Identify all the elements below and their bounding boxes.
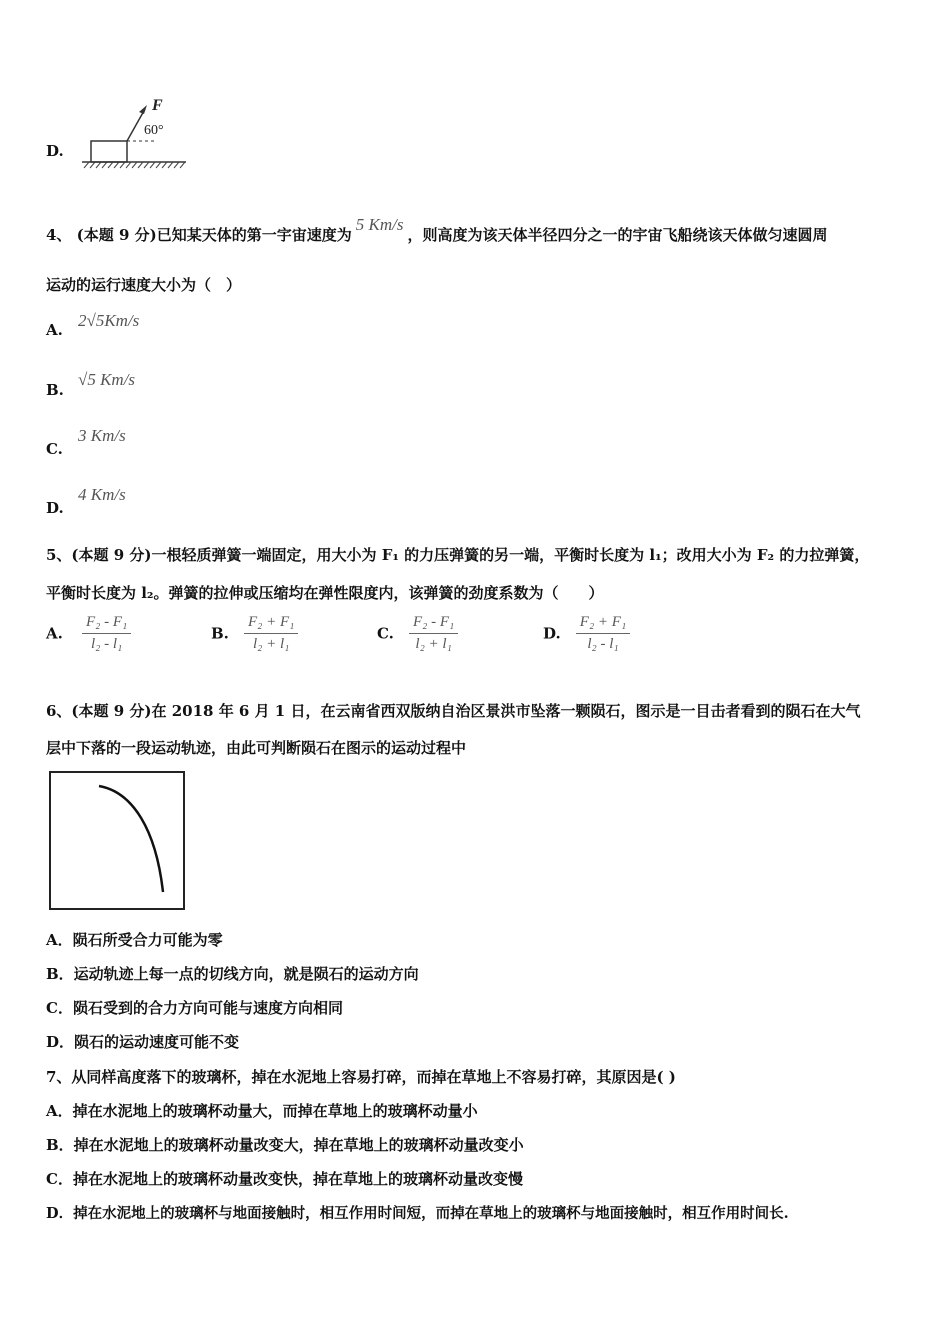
q7-stem: 7、从同样高度落下的玻璃杯，掉在水泥地上容易打碎，而掉在草地上不容易打碎，其原因是( ) [46, 1068, 676, 1086]
q6-stem-line2: 层中下落的一段运动轨迹，由此可判断陨石在图示的运动过程中 [46, 739, 467, 757]
q5-stem-line2: 平衡时长度为 l₂。弹簧的拉伸或压缩均在弹性限度内，该弹簧的劲度系数为（ ） [46, 584, 604, 602]
q6-stem-line1: 6、(本题 9 分)在 2018 年 6 月 1 日，在云南省西双版纳自治区景洪市坠落一颗陨石，图示是一目击者看到的陨石在大气 [46, 702, 861, 720]
q5-option-d-label: D. [543, 624, 561, 643]
q5-option-a [46, 614, 131, 653]
q4-option-d-value: 4 Km/s [78, 485, 126, 504]
q4-stem-line1 [46, 215, 828, 245]
q7-option-a: A．掉在水泥地上的玻璃杯动量大，而掉在草地上的玻璃杯动量小 [46, 1102, 478, 1120]
denominator: l₂ + l₁ [253, 636, 290, 652]
numerator: F₂ + F₁ [576, 614, 630, 634]
q4-stem-prefix: 4、 (本题 9 分)已知某天体的第一宇宙速度为 [46, 226, 352, 244]
q5-option-a-label: A. [46, 624, 63, 643]
q7-option-b: B．掉在水泥地上的玻璃杯动量改变大，掉在草地上的玻璃杯动量改变小 [46, 1136, 524, 1154]
q4-option-d-label: D. [46, 499, 64, 517]
block [91, 141, 127, 162]
q6-option-a: A．陨石所受合力可能为零 [46, 931, 223, 949]
q7-option-c: C．掉在水泥地上的玻璃杯动量改变快，掉在草地上的玻璃杯动量改变慢 [46, 1170, 523, 1188]
q4-option-c-label: C. [46, 440, 63, 458]
q6-meteor-trajectory-figure [48, 770, 188, 912]
numerator: F₂ - F₁ [82, 614, 131, 634]
q4-option-b-value: √5 Km/s [78, 370, 136, 389]
q5-option-c-fraction [409, 614, 458, 653]
force-label: F [152, 97, 163, 114]
q5-option-b [211, 614, 298, 653]
q5-option-b-label: B. [211, 624, 229, 643]
denominator: l₂ - l₁ [90, 636, 123, 652]
q4-option-b-label: B. [46, 381, 64, 399]
q5-option-d-fraction [576, 614, 630, 653]
q5-stem-line1: 5、(本题 9 分)一根轻质弹簧一端固定，用大小为 F₁ 的力压弹簧的另一端，平衡时长度为 l₁；改用大小为 F₂ 的力拉弹簧， [46, 546, 870, 564]
q4-stem-suffix: ，则高度为该天体半径四分之一的宇宙飞船绕该天体做匀速圆周 [407, 226, 828, 244]
q5-option-b-fraction [244, 614, 298, 653]
q6-option-b: B．运动轨迹上每一点的切线方向，就是陨石的运动方向 [46, 965, 419, 983]
angle-label: 60° [144, 123, 164, 138]
q5-option-d [543, 614, 630, 653]
q7-option-d: D．掉在水泥地上的玻璃杯与地面接触时，相互作用时间短，而掉在草地上的玻璃杯与地面接触时，相互作用时间长. [46, 1205, 789, 1222]
q4-stem-value: 5 Km/s [355, 215, 404, 234]
q4-stem-line2: 运动的运行速度大小为（ ） [46, 276, 242, 294]
force-arrowhead [139, 105, 147, 114]
q4-option-a-value: 2√5Km/s [78, 311, 140, 330]
q4-option-a-label: A. [46, 321, 63, 339]
q6-option-c: C．陨石受到的合力方向可能与速度方向相同 [46, 999, 343, 1017]
force-arrow [127, 109, 145, 141]
ground-hatching [84, 162, 185, 168]
denominator: l₂ + l₁ [415, 636, 452, 652]
q4-option-c-value: 3 Km/s [78, 426, 126, 445]
numerator: F₂ + F₁ [244, 614, 298, 634]
q5-option-a-fraction [82, 614, 131, 653]
q5-option-c [377, 614, 458, 653]
denominator: l₂ - l₁ [587, 636, 619, 652]
numerator: F₂ - F₁ [409, 614, 458, 634]
q3-option-d-label: D. [46, 142, 64, 160]
q6-option-d: D．陨石的运动速度可能不变 [46, 1033, 240, 1051]
q3-force-diagram [76, 96, 191, 172]
q5-option-c-label: C. [377, 624, 394, 643]
